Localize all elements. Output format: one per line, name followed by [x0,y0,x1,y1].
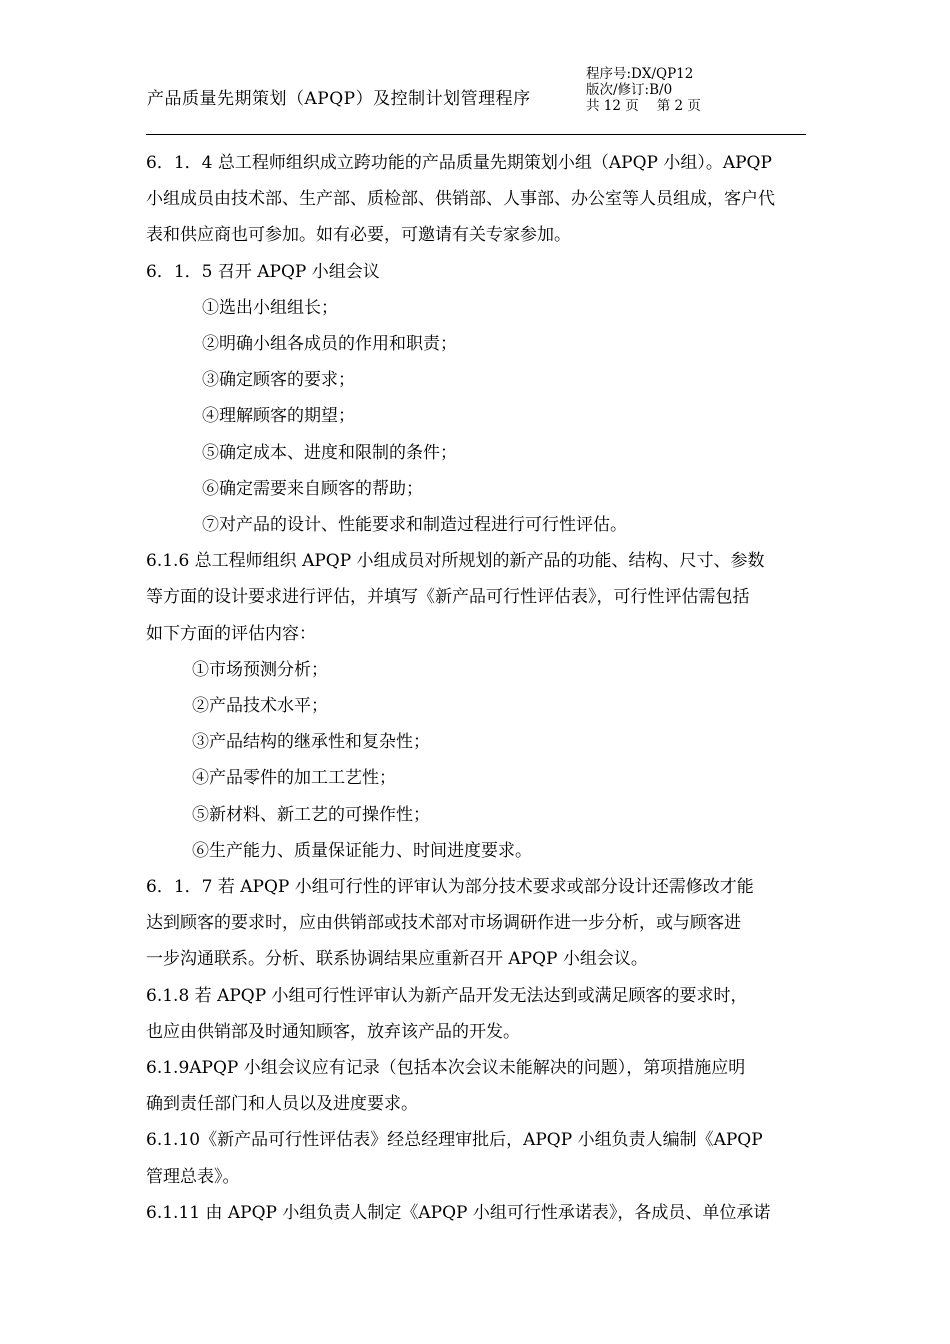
text-line: 管理总表》。 [146,1166,240,1187]
list-item: ⑦对产品的设计、性能要求和制造过程进行可行性评估。 [202,515,627,536]
text-line: 6.1.8 若 APQP 小组可行性评审认为新产品开发无法达到或满足顾客的要求时， [146,985,748,1006]
section-6-1-9 [146,1050,806,1122]
list-item: ⑤新材料、新工艺的可操作性； [192,804,430,825]
section-heading: 6．1．5 召开 APQP 小组会议 [146,261,380,282]
list-item: ③确定顾客的要求； [202,370,355,391]
list-item: ⑥确定需要来自顾客的帮助； [202,478,423,499]
total-pages: 共 12 页 [586,98,639,114]
text-line: 6.1.6 总工程师组织 APQP 小组成员对所规划的新产品的功能、结构、尺寸、参数 [146,551,765,572]
list-item: ②明确小组各成员的作用和职责； [202,334,457,355]
list-item: ②产品技术水平； [192,696,328,717]
section-6-1-5 [146,254,806,544]
section-6-1-8 [146,978,806,1050]
text-line: 6.1.9APQP 小组会议应有记录（包括本次会议未能解决的问题），第项措施应明 [146,1058,746,1079]
section-6-1-6 [146,543,806,869]
list-item: ⑥生产能力、质量保证能力、时间进度要求。 [192,840,532,861]
text-line: 6.1.10《新产品可行性评估表》经总经理审批后，APQP 小组负责人编制《APQP [146,1130,763,1151]
text-line: 6．1．7 若 APQP 小组可行性的评审认为部分技术要求或部分设计还需修改才能 [146,877,754,898]
document-body [146,145,806,1231]
text-line: 如下方面的评估内容： [146,623,316,644]
text-line: 表和供应商也可参加。如有必要，可邀请有关专家参加。 [146,225,571,246]
text-line: 也应由供销部及时通知顾客，放弃该产品的开发。 [146,1021,520,1042]
list-item: ⑤确定成本、进度和限制的条件； [202,442,457,463]
header-divider [146,134,806,135]
text-line: 6.1.11 由 APQP 小组负责人制定《APQP 小组可行性承诺表》，各成员、单位承诺 [146,1202,771,1223]
current-page: 第 2 页 [656,98,701,114]
text-line: 一步沟通联系。分析、联系协调结果应重新召开 APQP 小组会议。 [146,949,648,970]
revision-number: 版次/修订:B/0 [586,82,673,98]
document-title: 产品质量先期策划（APQP）及控制计划管理程序 [147,89,531,109]
section-6-1-4 [146,145,806,254]
section-6-1-7 [146,869,806,978]
list-item: ③产品结构的继承性和复杂性； [192,732,430,753]
section-6-1-11 [146,1195,806,1231]
document-meta [586,66,701,114]
text-line: 确到责任部门和人员以及进度要求。 [146,1094,418,1115]
text-line: 等方面的设计要求进行评估，并填写《新产品可行性评估表》，可行性评估需包括 [146,587,750,608]
procedure-number: 程序号:DX/QP12 [586,66,694,82]
list-item: ④理解顾客的期望； [202,406,355,427]
list-item: ④产品零件的加工工艺性； [192,768,396,789]
section-6-1-10 [146,1122,806,1194]
text-line: 达到顾客的要求时，应由供销部或技术部对市场调研作进一步分析，或与顾客进 [146,913,741,934]
text-line: 小组成员由技术部、生产部、质检部、供销部、人事部、办公室等人员组成，客户代 [146,189,775,210]
text-line: 6．1．4 总工程师组织成立跨功能的产品质量先期策划小组（APQP 小组）。APQP [146,153,772,173]
page-count [586,98,701,114]
list-item: ①市场预测分析； [192,659,328,680]
list-item: ①选出小组组长； [202,297,338,318]
